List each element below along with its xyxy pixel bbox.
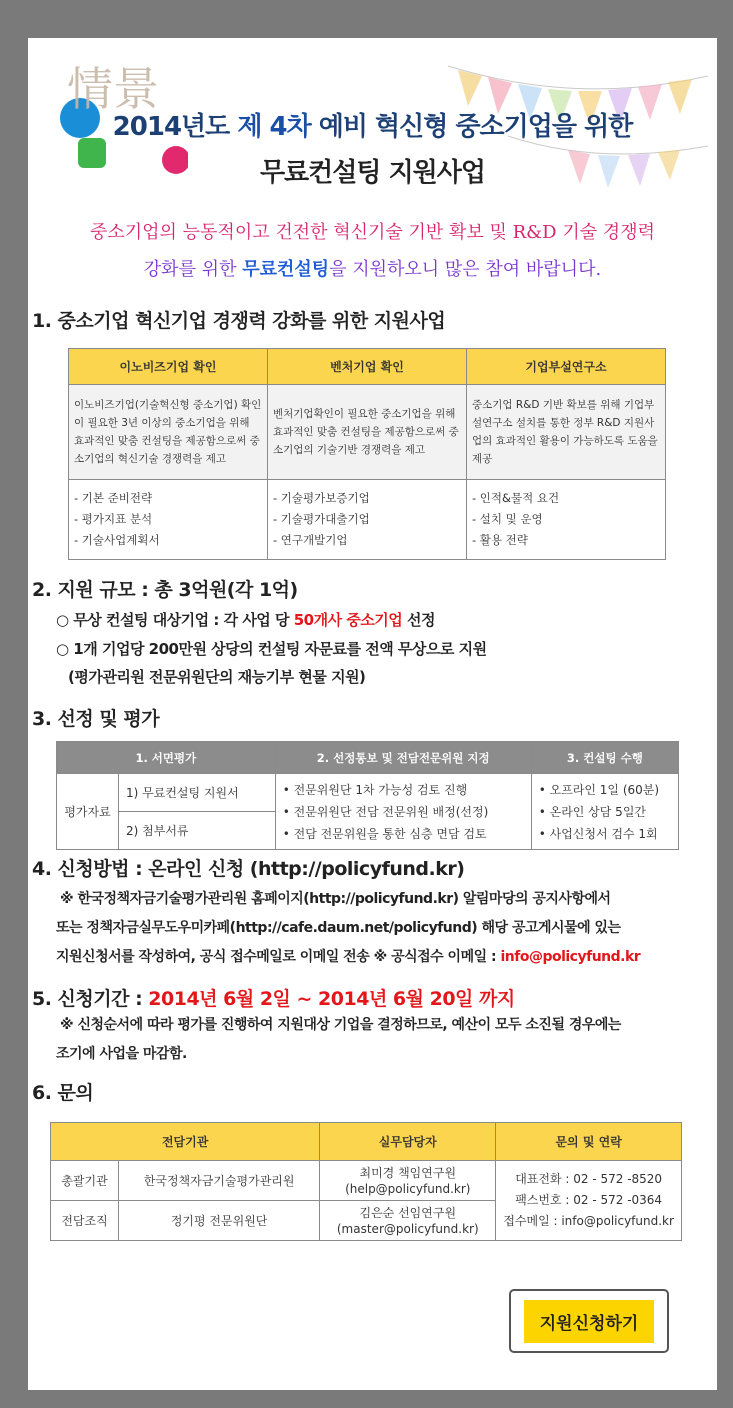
table-header: 2. 선정통보 및 전담전문위원 지정 bbox=[275, 742, 531, 774]
selection-table bbox=[56, 741, 679, 850]
section-2-heading: 2. 지원 규모 : 총 3억원(각 1억) bbox=[32, 579, 298, 601]
intro-line-2: 강화를 위한 무료컨설팅을 지원하오니 많은 참여 바랍니다. bbox=[143, 259, 602, 280]
table-header: 실무담당자 bbox=[320, 1123, 496, 1161]
section-5-line: 조기에 사업을 마감함. bbox=[56, 1046, 187, 1062]
support-program-table bbox=[68, 348, 666, 560]
table-header: 문의 및 연락 bbox=[496, 1123, 682, 1161]
table-header: 전담기관 bbox=[51, 1123, 320, 1161]
table-cell: 2) 첨부서류 bbox=[119, 812, 276, 850]
section-4-heading: 4. 신청방법 : 온라인 신청 (http://policyfund.kr) bbox=[32, 858, 465, 880]
table-cell: 한국정책자금기술평가관리원 bbox=[119, 1161, 320, 1201]
table-header: 벤처기업 확인 bbox=[268, 349, 467, 385]
table-cell: • 오프라인 1일 (60분) • 온라인 상담 5일간 • 사업신청서 검수 1회 bbox=[531, 774, 678, 850]
contact-table bbox=[50, 1122, 682, 1241]
section-2-note: (평가관리원 전문위원단의 재능기부 현물 지원) bbox=[68, 668, 366, 686]
table-header: 1. 서면평가 bbox=[57, 742, 276, 774]
section-5-heading: 5. 신청기간 : 2014년 6월 2일 ~ 2014년 6월 20일 까지 bbox=[32, 988, 515, 1010]
logo-text: 情景 bbox=[67, 62, 159, 116]
table-cell: 중소기업 R&D 기반 확보를 위해 기업부설연구소 설치를 통한 정부 R&D 지원사업의 효과적인 활용이 가능하도록 도움을 제공 bbox=[467, 385, 666, 480]
table-cell: 전담조직 bbox=[51, 1201, 119, 1241]
section-2-item: ○ 1개 기업당 200만원 상당의 컨설팅 자문료를 전액 무상으로 지원 bbox=[56, 640, 487, 658]
table-cell: • 전문위원단 1차 가능성 검토 진행 • 전문위원단 전담 전문위원 배정(선정) • 전담 전문위원을 통한 심층 면담 검토 bbox=[275, 774, 531, 850]
table-header: 3. 컨설팅 수행 bbox=[531, 742, 678, 774]
intro-line-1: 중소기업의 능동적이고 건전한 혁신기술 기반 확보 및 R&D 기술 경쟁력 bbox=[90, 222, 655, 243]
contact-email-link[interactable]: info@policyfund.kr bbox=[500, 949, 641, 965]
section-5-line: ※ 신청순서에 따라 평가를 진행하여 지원대상 기업을 결정하므로, 예산이 모두 소진될 경우에는 bbox=[60, 1017, 621, 1033]
table-header: 이노비즈기업 확인 bbox=[69, 349, 268, 385]
table-header: 기업부설연구소 bbox=[467, 349, 666, 385]
section-3-heading: 3. 선정 및 평가 bbox=[32, 708, 160, 730]
page-subtitle: 무료컨설팅 지원사업 bbox=[259, 158, 486, 188]
flag-icon bbox=[458, 70, 482, 106]
table-cell: 김은순 선임연구원 (master@policyfund.kr) bbox=[320, 1201, 496, 1241]
table-cell: 이노비즈기업(기술혁신형 중소기업) 확인이 필요한 3년 이상의 중소기업을 위해 효과적인 맞춤 컨설팅을 제공함으로써 중소기업의 혁신기술 경쟁력을 제고 bbox=[69, 385, 268, 480]
table-cell: 총괄기관 bbox=[51, 1161, 119, 1201]
table-cell: - 기본 준비전략 - 평가지표 분석 - 기술사업계획서 bbox=[69, 480, 268, 560]
round-label: 제 4차 bbox=[237, 112, 311, 142]
table-cell: 1) 무료컨설팅 지원서 bbox=[119, 774, 276, 812]
section-2-item: ○ 무상 컨설팅 대상기업 : 각 사업 당 50개사 중소기업 선정 bbox=[56, 611, 435, 629]
table-cell: - 인적&물적 요건 - 설치 및 운영 - 활용 전략 bbox=[467, 480, 666, 560]
section-4-line: 또는 정책자금실무도우미카페(http://cafe.daum.net/policyfund) 해당 공고게시물에 있는 bbox=[56, 920, 621, 936]
apply-button-label: 지원신청하기 bbox=[524, 1300, 655, 1343]
page-title: 2014년도 제 4차 예비 혁신형 중소기업을 위한 bbox=[112, 112, 633, 142]
section-4-line: ※ 한국정책자금기술평가관리원 홈페이지(http://policyfund.kr) 알림마당의 공지사항에서 bbox=[60, 891, 611, 907]
table-cell: 평가자료 bbox=[57, 774, 119, 850]
table-cell: 벤처기업확인이 필요한 중소기업을 위해 효과적인 맞춤 컨설팅을 제공함으로써 중소기업의 기술기반 경쟁력을 제고 bbox=[268, 385, 467, 480]
intro-highlight: 무료컨설팅 bbox=[242, 259, 330, 280]
bunting-string bbox=[448, 66, 708, 89]
section-1-heading: 1. 중소기업 혁신기업 경쟁력 강화를 위한 지원사업 bbox=[32, 310, 446, 332]
section-4-line: 지원신청서를 작성하여, 공식 접수메일로 이메일 전송 ※ 공식접수 이메일 : info@policyfund.kr bbox=[56, 949, 641, 965]
table-cell: - 기술평가보증기업 - 기술평가대출기업 - 연구개발기업 bbox=[268, 480, 467, 560]
apply-button[interactable] bbox=[509, 1289, 669, 1353]
table-cell: 대표전화 : 02 - 572 -8520 팩스번호 : 02 - 572 -0364 접수메일 : info@policyfund.kr bbox=[496, 1161, 682, 1241]
notice-card bbox=[28, 38, 717, 1390]
table-cell: 정기평 전문위원단 bbox=[119, 1201, 320, 1241]
table-cell: 최미경 책임연구원 (help@policyfund.kr) bbox=[320, 1161, 496, 1201]
section-6-heading: 6. 문의 bbox=[32, 1082, 94, 1104]
